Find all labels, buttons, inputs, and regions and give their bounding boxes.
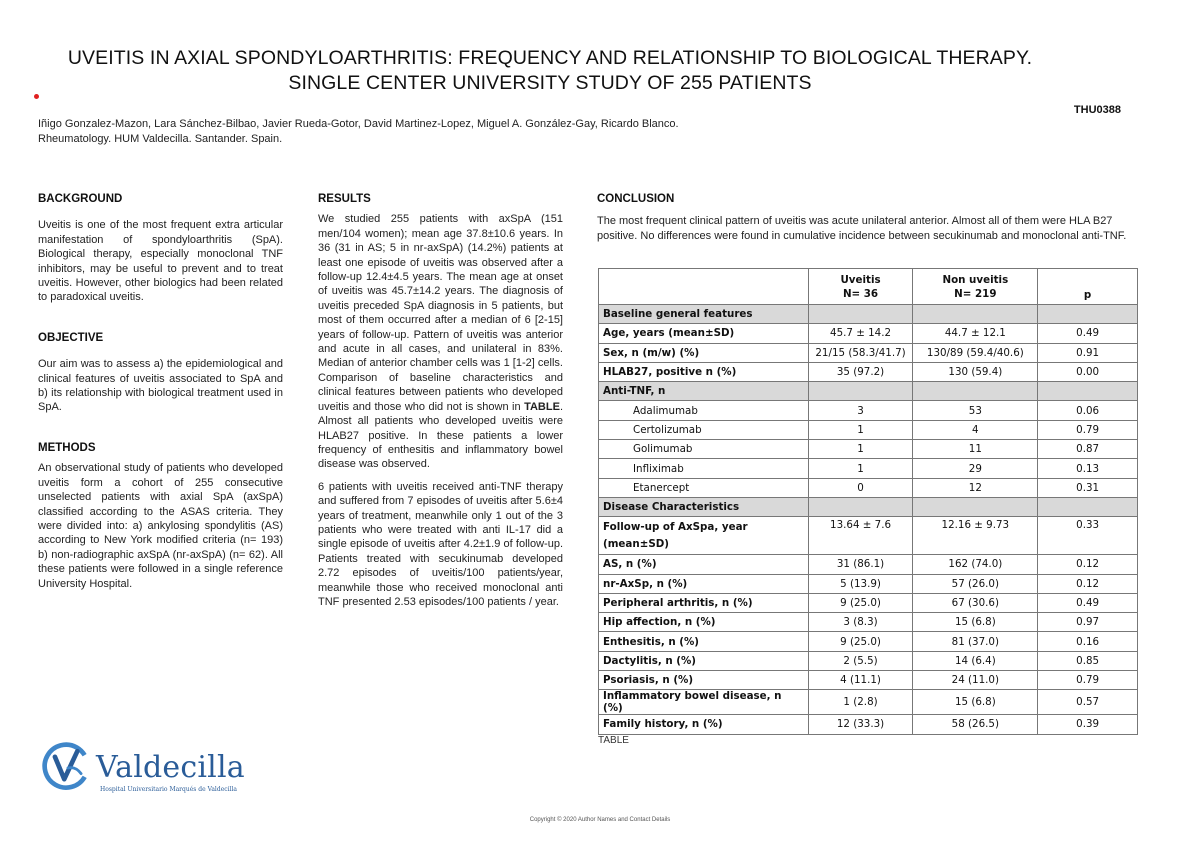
table-row: Etanercept 0 12 0.31 — [599, 478, 1138, 497]
methods-text: An observational study of patients who developed uveitis form a cohort of 255 consecutive unselected patients with axial SpA (axSpA) classified according to the ASAS criteria. They were divided into: a) ankylosing spondylitis (AS) according to New York modified criteria (n= 193) b) non-radiographic axSpA (nr-axSpA) (n= 62). All these patients were followed in a single reference University Hospital. — [38, 462, 283, 590]
header-non-uveitis: Non uveitis N= 219 — [913, 269, 1038, 305]
results-para-1 — [318, 212, 563, 471]
valdecilla-logo-mark — [40, 740, 96, 796]
left-column — [38, 192, 283, 617]
objective-section — [38, 331, 283, 415]
copyright: Copyright © 2020 Author Names and Contact Details — [529, 817, 671, 823]
table-row: Psoriasis, n (%) 4 (11.1) 24 (11.0) 0.79 — [599, 671, 1138, 690]
section-row-disease: Disease Characteristics — [599, 497, 1138, 516]
methods-section — [38, 441, 283, 591]
header-blank — [599, 269, 809, 305]
results-para-1-a: We studied 255 patients with axSpA (151 men/104 women); mean age 37.8±10.6 years. In 36 (31 in AS; 5 in nr-axSpA) (14.2%) patients at least one episode of uveitis was observed after a follow-up 12.4±4.5 years. The mean age at onset of uveitis was 45.7±14.2 years. The diagnosis of uveitis preceded SpA diagnosis in 5 patients, but most of them occurred after a median of 6 [2-15] years of follow-up. Pattern of uveitis was anterior and acute in all cases, and unilateral in 83%. Median of anterior chamber cells was 1 [1-2] cells. Comparison of baseline characteristics and clinical features between patients who developed uveitis and those who did not is shown in — [318, 213, 563, 413]
authors-block — [38, 117, 679, 147]
title-line-1: UVEITIS IN AXIAL SPONDYLOARTHRITIS: FREQUENCY AND RELATIONSHIP TO BIOLOGICAL THERAPY. — [67, 47, 1033, 69]
table-row: Family history, n (%) 12 (33.3) 58 (26.5) 0.39 — [599, 715, 1138, 734]
table-row: AS, n (%) 31 (86.1) 162 (74.0) 0.12 — [599, 555, 1138, 574]
title-line-2: SINGLE CENTER UNIVERSITY STUDY OF 255 PATIENTS — [288, 72, 812, 94]
results-para-2: 6 patients with uveitis received anti-TNF therapy and suffered from 7 episodes of uveitis after 5.6±4 years of treatment, meanwhile only 1 out of the 3 patients who were treated with anti IL-17 did a single episode of uveitis after 4.2±1.9 of follow-up. Patients treated with secukinumab developed 2.72 episodes of uveitis/100 patients/year, meanwhile those who received monoclonal anti TNF presented 2.53 episodes/100 patients / year. — [318, 480, 563, 608]
author-list: Iñigo Gonzalez-Mazon, Lara Sánchez-Bilbao, Javier Rueda-Gotor, David Martinez-Lopez, Miguel A. González-Gay, Ricardo Blanco. — [38, 118, 679, 130]
table-row: HLAB27, positive n (%) 35 (97.2) 130 (59.4) 0.00 — [599, 362, 1138, 381]
table-row: Dactylitis, n (%) 2 (5.5) 14 (6.4) 0.85 — [599, 651, 1138, 670]
abstract-code: THU0388 — [1073, 104, 1121, 116]
table-row: Certolizumab 1 4 0.79 — [599, 420, 1138, 439]
red-dot-marker — [34, 94, 39, 99]
table-row: Sex, n (m/w) (%) 21/15 (58.3/41.7) 130/89 (59.4/40.6) 0.91 — [599, 343, 1138, 362]
middle-column — [318, 192, 563, 609]
table-row: Peripheral arthritis, n (%) 9 (25.0) 67 (30.6) 0.49 — [599, 593, 1138, 612]
section-row-anti-tnf: Anti-TNF, n — [599, 382, 1138, 401]
conclusion-text: The most frequent clinical pattern of uveitis was acute unilateral anterior. Almost all of them were HLA B27 positive. No differences were found in cumulative incidence between secukinumab and monoclonal anti-TNF. — [597, 215, 1127, 242]
results-table-ref: TABLE — [524, 400, 560, 413]
table-row: Adalimumab 3 53 0.06 — [599, 401, 1138, 420]
results-table — [598, 268, 1138, 735]
results-para-1-b: . Almost all patients who developed uveitis were HLAB27 positive. In these patients a lower frequency of enthesitis and inflammatory bowel disease was observed. — [318, 400, 563, 471]
table-caption: TABLE — [598, 735, 629, 746]
conclusion-heading: CONCLUSION — [597, 193, 675, 205]
table-row: nr-AxSp, n (%) 5 (13.9) 57 (26.0) 0.12 — [599, 574, 1138, 593]
header-uveitis: Uveitis N= 36 — [808, 269, 913, 305]
logo-name: Valdecilla — [96, 750, 245, 785]
background-section — [38, 192, 283, 305]
table-row: Golimumab 1 11 0.87 — [599, 440, 1138, 459]
background-text: Uveitis is one of the most frequent extra articular manifestation of spondyloarthritis (SpA). Biological therapy, especially monoclonal TNF inhibitors, may be useful to prevent and to treat uveitis. However, other biologics had been related to paradoxical uveitis. — [38, 219, 283, 304]
right-column — [597, 192, 1137, 243]
logo-subtitle: Hospital Universitario Marqués de Valdecilla — [100, 786, 237, 793]
table-row: Infliximab 1 29 0.13 — [599, 459, 1138, 478]
background-heading: BACKGROUND — [38, 193, 123, 205]
objective-heading: OBJECTIVE — [38, 331, 104, 344]
affiliation: Rheumatology. HUM Valdecilla. Santander. Spain. — [38, 133, 283, 145]
results-heading: RESULTS — [318, 193, 371, 205]
table-row: Enthesitis, n (%) 9 (25.0) 81 (37.0) 0.16 — [599, 632, 1138, 651]
table-row: Hip affection, n (%) 3 (8.3) 15 (6.8) 0.97 — [599, 613, 1138, 632]
poster-title — [0, 46, 1100, 96]
table-row: Age, years (mean±SD) 45.7 ± 14.2 44.7 ± 12.1 0.49 — [599, 324, 1138, 343]
table-row: Inflammatory bowel disease, n (%) 1 (2.8) 15 (6.8) 0.57 — [599, 690, 1138, 715]
table-row-followup: Follow-up of AxSpa, year (mean±SD) 13.64 ± 7.6 12.16 ± 9.73 0.33 — [599, 517, 1138, 555]
objective-text: Our aim was to assess a) the epidemiological and clinical features of uveitis associated to SpA and b) its relationship with biological treatment used in SpA. — [38, 358, 283, 414]
methods-heading: METHODS — [38, 441, 96, 454]
header-p: p — [1038, 269, 1138, 305]
section-row-baseline: Baseline general features — [599, 305, 1138, 324]
table-header-row — [599, 269, 1138, 305]
